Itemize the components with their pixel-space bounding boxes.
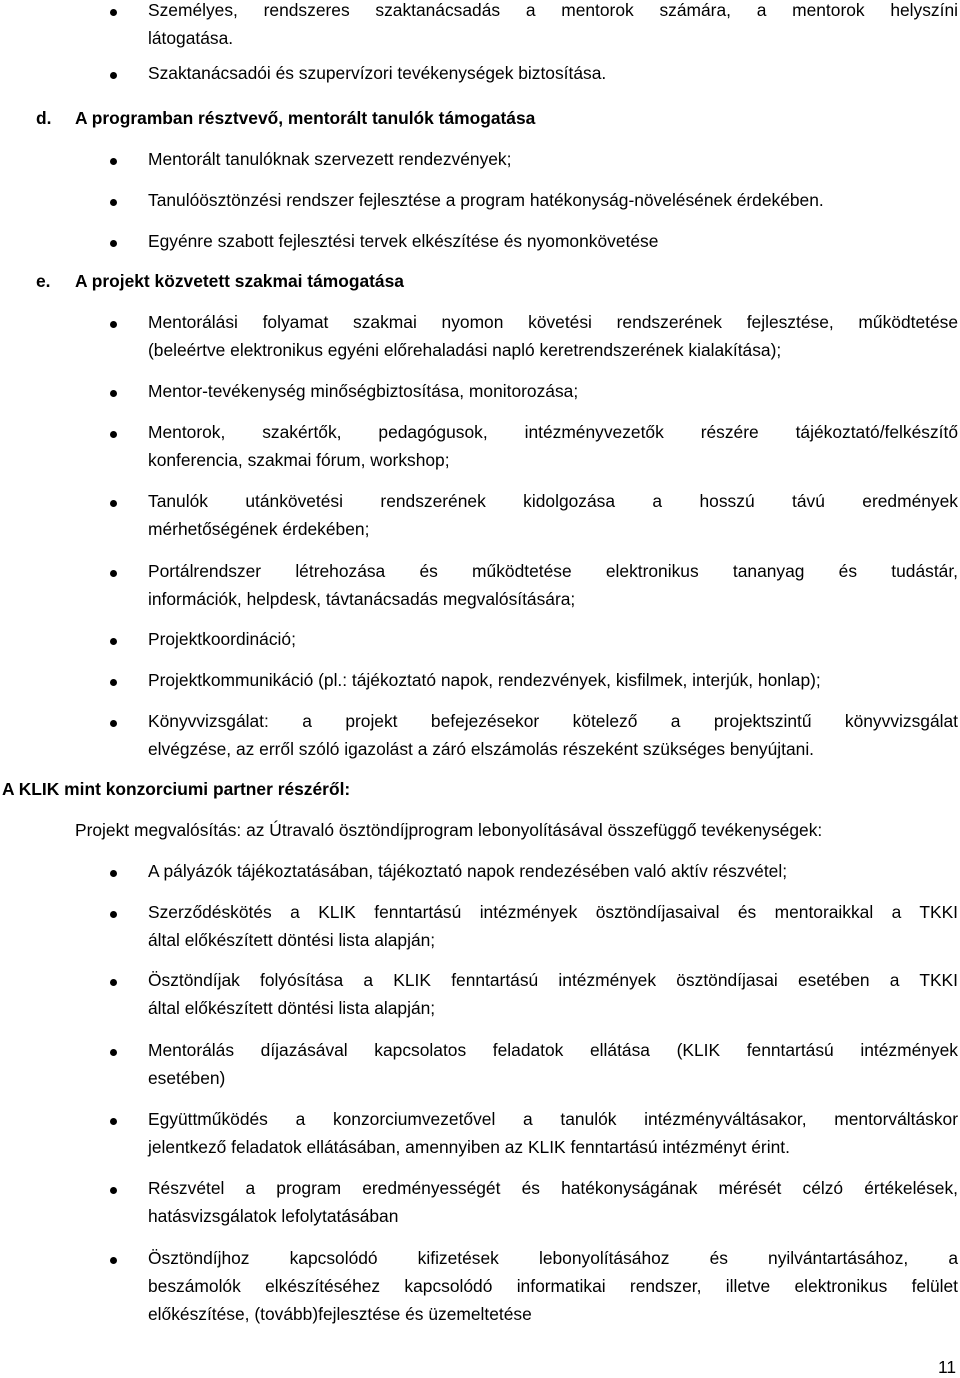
bullet-icon bbox=[110, 158, 117, 165]
section-e-title: A projekt közvetett szakmai támogatása bbox=[75, 271, 404, 291]
klik-item-2-line-2: által előkészített döntési lista alapján; bbox=[148, 930, 436, 950]
klik-item-7-line-1: Ösztöndíjhoz kapcsolódó kifizetések lebonyolításához és nyilvántartásához, a bbox=[148, 1248, 958, 1268]
section-e-item-4-line-1: Tanulók utánkövetési rendszerének kidolgozása a hosszú távú eredmények bbox=[148, 491, 958, 511]
bullet-icon bbox=[110, 679, 117, 686]
klik-item-5-line-2: jelentkező feladatok ellátásában, amennyiben az KLIK fenntartású intézményt érint. bbox=[148, 1137, 790, 1157]
section-e-item-5-line-1: Portálrendszer létrehozása és működtetése elektronikus tananyag és tudástár, bbox=[148, 561, 958, 581]
bullet-icon bbox=[110, 199, 117, 206]
bullet-icon bbox=[110, 570, 117, 577]
page-number: 11 bbox=[937, 1357, 956, 1377]
section-e-item-7: Projektkommunikáció (pl.: tájékoztató napok, rendezvények, kisfilmek, interjúk, honlap); bbox=[148, 670, 821, 690]
bullet-icon bbox=[110, 1187, 117, 1194]
bullet-icon bbox=[110, 72, 117, 79]
section-e-item-1-line-2: (beleértve elektronikus egyéni előrehaladási napló keretrendszerének kialakítása); bbox=[148, 340, 782, 360]
section-e-item-5-line-2: információk, helpdesk, távtanácsadás megvalósítására; bbox=[148, 589, 576, 609]
bullet-icon bbox=[110, 9, 117, 16]
intro-item-2: Szaktanácsadói és szupervízori tevékenységek biztosítása. bbox=[148, 63, 607, 83]
klik-item-7-line-3: előkészítése, (tovább)fejlesztése és üzemeltetése bbox=[148, 1304, 532, 1324]
klik-item-6-line-2: hatásvizsgálatok lefolytatásában bbox=[148, 1206, 399, 1226]
klik-item-2-line-1: Szerződéskötés a KLIK fenntartású intézmények ösztöndíjasaival és mentoraikkal a TKKI bbox=[148, 902, 958, 922]
klik-intro: Projekt megvalósítás: az Útravaló ösztöndíjprogram lebonyolításával összefüggő tevékenységek: bbox=[75, 820, 823, 840]
section-e-item-1-line-1: Mentorálási folyamat szakmai nyomon követési rendszerének fejlesztése, működtetése bbox=[148, 312, 958, 332]
bullet-icon bbox=[110, 431, 117, 438]
section-e-item-8-line-1: Könyvvizsgálat: a projekt befejezésekor kötelező a projektszintű könyvvizsgálat bbox=[148, 711, 958, 731]
section-e-item-3-line-1: Mentorok, szakértők, pedagógusok, intézményvezetők részére tájékoztató/felkészítő bbox=[148, 422, 958, 442]
intro-item-1-line-2: látogatása. bbox=[148, 28, 234, 48]
section-e-item-4-line-2: mérhetőségének érdekében; bbox=[148, 519, 370, 539]
bullet-icon bbox=[110, 321, 117, 328]
klik-item-4-line-2: esetében) bbox=[148, 1068, 226, 1088]
bullet-icon bbox=[110, 500, 117, 507]
klik-item-7-line-2: beszámolók elkészítéséhez kapcsolódó informatikai rendszer, illetve elektronikus felület bbox=[148, 1276, 958, 1296]
section-e-item-2: Mentor-tevékenység minőségbiztosítása, monitorozása; bbox=[148, 381, 579, 401]
bullet-icon bbox=[110, 1049, 117, 1056]
section-e-item-8-line-2: elvégzése, az erről szóló igazolást a záró elszámolás részeként szükséges benyújtani. bbox=[148, 739, 815, 759]
section-e-item-6: Projektkoordináció; bbox=[148, 629, 296, 649]
section-d-item-1: Mentorált tanulóknak szervezett rendezvények; bbox=[148, 149, 512, 169]
bullet-icon bbox=[110, 390, 117, 397]
section-d-marker: d. bbox=[36, 108, 52, 128]
section-d-item-2: Tanulóösztönzési rendszer fejlesztése a program hatékonyság-növelésének érdekében. bbox=[148, 190, 824, 210]
bullet-icon bbox=[110, 1118, 117, 1125]
bullet-icon bbox=[110, 979, 117, 986]
klik-heading: A KLIK mint konzorciumi partner részéről: bbox=[2, 779, 351, 799]
bullet-icon bbox=[110, 720, 117, 727]
bullet-icon bbox=[110, 1257, 117, 1264]
section-e-item-3-line-2: konferencia, szakmai fórum, workshop; bbox=[148, 450, 450, 470]
bullet-icon bbox=[110, 240, 117, 247]
section-d-item-3: Egyénre szabott fejlesztési tervek elkészítése és nyomonkövetése bbox=[148, 231, 659, 251]
klik-item-3-line-2: által előkészített döntési lista alapján; bbox=[148, 998, 436, 1018]
bullet-icon bbox=[110, 870, 117, 877]
klik-item-1: A pályázók tájékoztatásában, tájékoztató napok rendezésében való aktív részvétel; bbox=[148, 861, 788, 881]
klik-item-5-line-1: Együttműködés a konzorciumvezetővel a tanulók intézményváltásakor, mentorváltáskor bbox=[148, 1109, 958, 1129]
section-e-marker: e. bbox=[36, 271, 51, 291]
klik-item-4-line-1: Mentorálás díjazásával kapcsolatos feladatok ellátása (KLIK fenntartású intézmények bbox=[148, 1040, 958, 1060]
intro-item-1-line-1: Személyes, rendszeres szaktanácsadás a mentorok számára, a mentorok helyszíni bbox=[148, 0, 958, 20]
bullet-icon bbox=[110, 911, 117, 918]
bullet-icon bbox=[110, 638, 117, 645]
klik-item-6-line-1: Részvétel a program eredményességét és hatékonyságának mérését célzó értékelések, bbox=[148, 1178, 958, 1198]
klik-item-3-line-1: Ösztöndíjak folyósítása a KLIK fenntartású intézmények ösztöndíjasai esetében a TKKI bbox=[148, 970, 958, 990]
section-d-title: A programban résztvevő, mentorált tanulók támogatása bbox=[75, 108, 536, 128]
